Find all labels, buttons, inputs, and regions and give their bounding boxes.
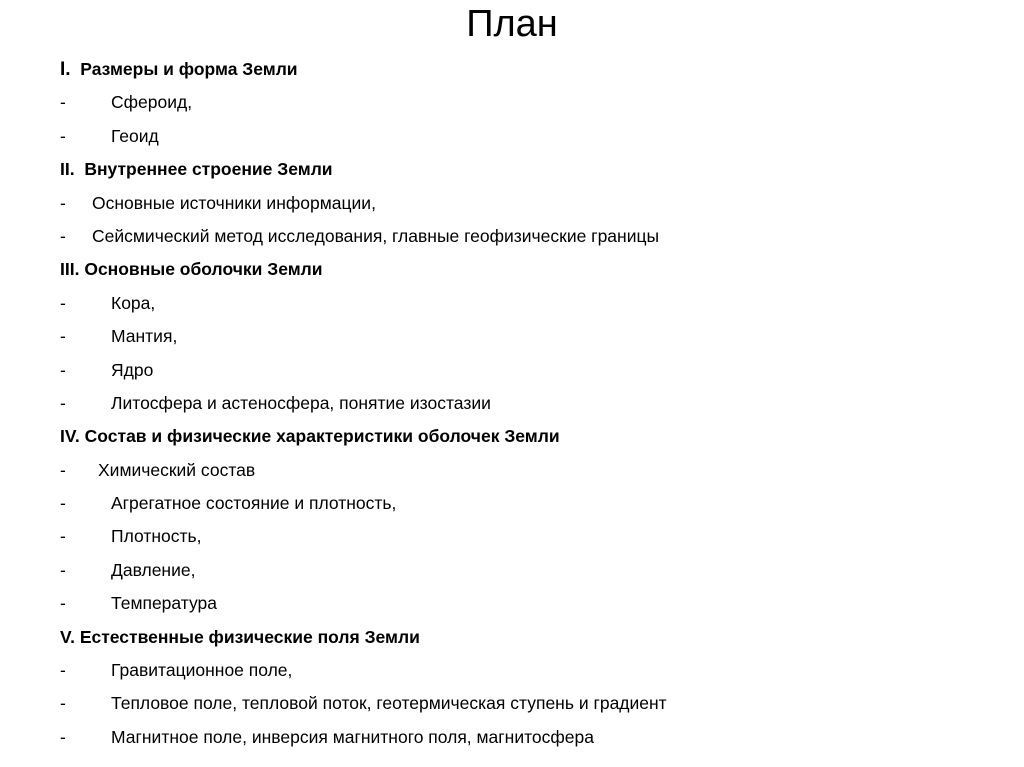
section-heading-4 [60,420,990,453]
section-title: Основные оболочки Земли [84,259,323,280]
list-item [60,654,990,687]
page-title: План [466,3,558,45]
list-item [60,220,990,253]
section-numeral: II. [60,159,75,180]
bullet-dash: - [60,292,66,313]
list-item [60,320,990,353]
bullet-dash: - [60,459,66,480]
list-item-text: Сфероид, [111,92,193,113]
list-item [60,587,990,620]
list-item-text: Тепловое поле, тепловой поток, геотермическая ступень и градиент [111,693,667,714]
bullet-dash: - [60,493,66,514]
list-item-text: Давление, [111,559,196,580]
section-heading-5 [60,621,990,654]
section-heading-1 [60,53,990,86]
section-title: Внутреннее строение Земли [84,159,333,180]
bullet-dash: - [60,92,66,113]
list-item-text: Гравитационное поле, [111,660,293,681]
list-item-text: Основные источники информации, [92,192,376,213]
section-title: Размеры и форма Земли [80,59,298,79]
list-item-text: Сейсмический метод исследования, главные геофизические границы [92,225,660,246]
section-numeral: I. [60,59,71,80]
bullet-dash: - [60,726,66,747]
bullet-dash: - [60,359,66,380]
list-item-text: Магнитное поле, инверсия магнитного поля, магнитосфера [111,726,595,747]
list-item-text: Плотность, [111,526,202,547]
list-item [60,387,990,420]
bullet-dash: - [60,225,66,246]
bullet-dash: - [60,693,66,714]
list-item [60,487,990,520]
bullet-dash: - [60,526,66,547]
list-item [60,354,990,387]
list-item-text: Ядро [111,359,154,380]
list-item [60,721,990,754]
list-item [60,454,990,487]
section-title: Состав и физические характеристики оболочек Земли [84,426,560,447]
bullet-dash: - [60,392,66,413]
list-item [60,187,990,220]
list-item-text: Кора, [111,292,156,313]
list-item-text: Литосфера и астеносфера, понятие изостазии [111,392,491,413]
section-heading-3 [60,253,990,286]
bullet-dash: - [60,326,66,347]
list-item-text: Химический состав [98,459,256,480]
list-item-text: Агрегатное состояние и плотность, [111,493,397,514]
bullet-dash: - [60,125,66,146]
section-numeral: V. [60,626,75,647]
bullet-dash: - [60,660,66,681]
bullet-dash: - [60,559,66,580]
list-item [60,554,990,587]
section-numeral: IV. [60,426,80,447]
outline-list [60,53,990,754]
section-heading-2 [60,153,990,186]
list-item-text: Мантия, [111,326,178,347]
section-title: Естественные физические поля Земли [79,626,420,647]
list-item [60,120,990,153]
list-item [60,86,990,119]
list-item-text: Температура [111,593,217,614]
section-numeral: III. [60,259,80,280]
bullet-dash: - [60,593,66,614]
list-item [60,687,990,720]
bullet-dash: - [60,192,66,213]
list-item-text: Геоид [111,125,159,146]
list-item [60,287,990,320]
list-item [60,520,990,553]
